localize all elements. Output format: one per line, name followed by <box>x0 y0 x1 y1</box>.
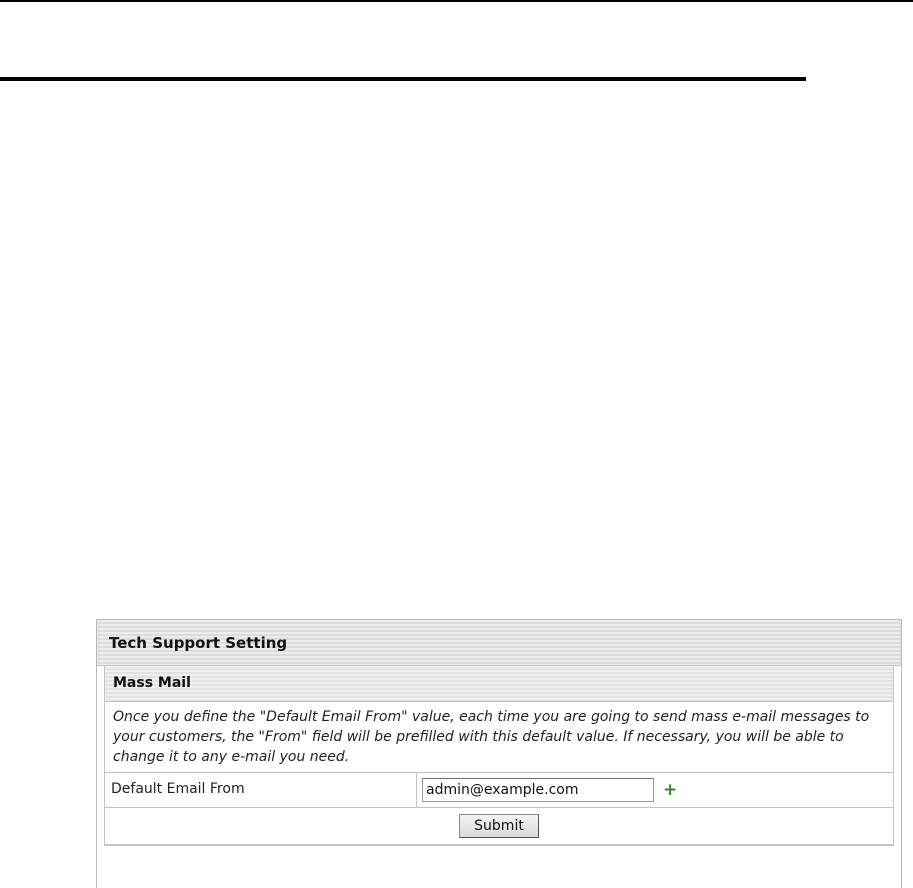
section-description: Once you define the "Default Email From" value, each time you are going to send mass e-mail messages to your customers, the "From" field will be prefilled with this default value. If necessary, you will be able to change it to any e-mail you need. <box>105 702 893 773</box>
default-email-field-cell <box>417 773 893 807</box>
submit-row <box>105 808 893 845</box>
tech-support-settings-panel <box>96 619 902 888</box>
plus-icon[interactable]: + <box>663 779 678 800</box>
panel-title: Tech Support Setting <box>97 620 901 666</box>
section-title: Mass Mail <box>105 666 893 702</box>
mass-mail-section <box>104 666 894 846</box>
top-divider <box>0 0 913 2</box>
default-email-label: Default Email From <box>105 773 417 807</box>
header-divider <box>0 77 806 81</box>
default-email-row <box>105 773 893 808</box>
submit-button[interactable]: Submit <box>459 814 539 838</box>
default-email-input[interactable] <box>422 778 654 802</box>
